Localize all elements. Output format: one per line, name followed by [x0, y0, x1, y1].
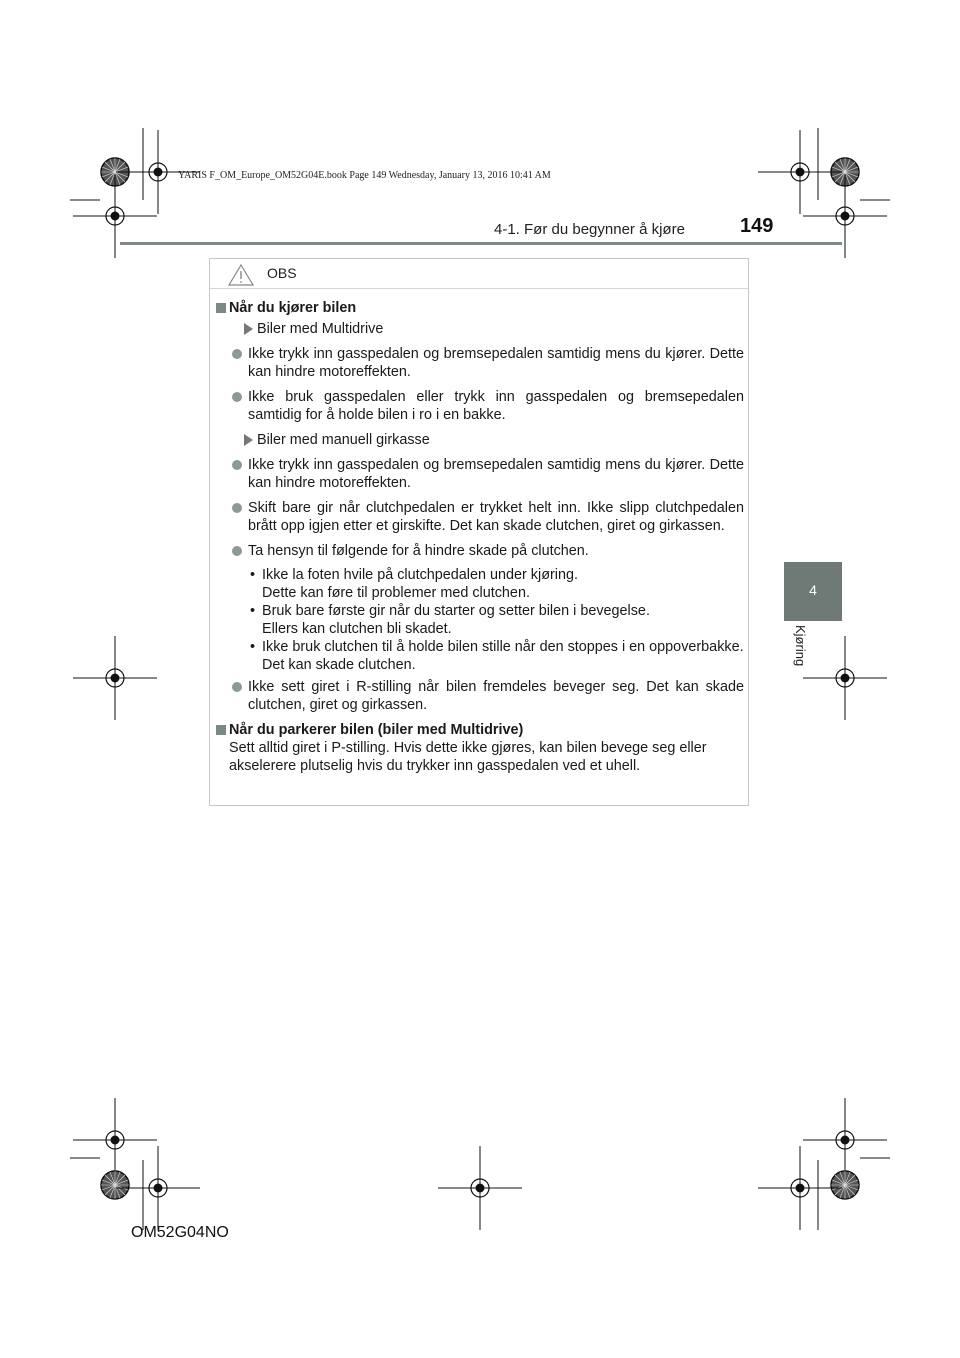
section-parking — [216, 721, 744, 739]
list-item-text: Ikke trykk inn gasspedalen og bremsepedalen samtidig mens du kjører. Dette kan hindre motoreffekten. — [248, 457, 744, 491]
caution-box — [209, 258, 749, 806]
paragraph: Sett alltid giret i P-stilling. Hvis dette ikke gjøres, kan bilen bevege seg eller akselerere plutselig hvis du trykker inn gasspedalen ved et uhell. — [229, 740, 707, 774]
list-item-text: Ta hensyn til følgende for å hindre skade på clutchen. — [248, 543, 589, 559]
round-bullet-icon — [232, 392, 242, 402]
round-bullet-icon — [232, 546, 242, 556]
subhead-manual — [216, 431, 744, 449]
sub-bullet-text: Ellers kan clutchen bli skadet. — [262, 621, 452, 637]
round-bullet-icon — [232, 349, 242, 359]
sub-bullet — [216, 638, 744, 674]
section-title: Når du kjører bilen — [229, 300, 357, 316]
square-bullet-icon — [216, 303, 226, 313]
list-item — [216, 542, 744, 560]
sub-bullet — [216, 602, 744, 638]
bullet-char: • — [250, 567, 256, 583]
bullet-char: • — [250, 603, 256, 619]
chapter-tab — [784, 562, 842, 621]
caution-header — [210, 259, 748, 289]
bullet-char: • — [250, 639, 256, 655]
sub-bullet — [216, 566, 744, 602]
list-item-text: Skift bare gir når clutchpedalen er trykket helt inn. Ikke slipp clutchpedalen brått opp igjen etter et girskifte. Det kan skade clutchen, giret og girkassen. — [248, 500, 744, 534]
subhead-text: Biler med Multidrive — [257, 321, 384, 337]
section-title: Når du parkerer bilen (biler med Multidrive) — [229, 722, 524, 738]
caution-content — [216, 299, 744, 782]
sub-bullet-text: Det kan skade clutchen. — [262, 657, 416, 673]
book-info-line: YARIS F_OM_Europe_OM52G04E.book Page 149 Wednesday, January 13, 2016 10:41 AM — [178, 170, 551, 181]
warning-triangle-icon — [228, 264, 254, 286]
subhead-text: Biler med manuell girkasse — [257, 432, 430, 448]
header-rule — [120, 242, 842, 245]
section-driving — [216, 299, 744, 317]
list-item — [216, 678, 744, 714]
caution-title: OBS — [267, 265, 297, 281]
list-item — [216, 456, 744, 492]
list-item — [216, 499, 744, 535]
document-code: OM52G04NO — [131, 1224, 229, 1241]
subhead-multidrive — [216, 320, 744, 338]
sub-bullet-text: Ikke bruk clutchen til å holde bilen stille når den stoppes i en oppoverbakke. — [262, 639, 744, 655]
chapter-number: 4 — [809, 582, 817, 598]
triangle-arrow-icon — [244, 434, 253, 446]
list-item-text: Ikke sett giret i R-stilling når bilen fremdeles beveger seg. Det kan skade clutchen, giret og girkassen. — [248, 679, 744, 713]
sub-bullet-text: Dette kan føre til problemer med clutchen. — [262, 585, 530, 601]
chapter-label: Kjøring — [793, 625, 808, 667]
round-bullet-icon — [232, 682, 242, 692]
round-bullet-icon — [232, 503, 242, 513]
list-item — [216, 388, 744, 424]
square-bullet-icon — [216, 725, 226, 735]
round-bullet-icon — [232, 460, 242, 470]
list-item-text: Ikke bruk gasspedalen eller trykk inn gasspedalen og bremsepedalen samtidig for å holde bilen i ro i en bakke. — [248, 389, 744, 423]
list-item-text: Ikke trykk inn gasspedalen og bremsepedalen samtidig mens du kjører. Dette kan hindre motoreffekten. — [248, 346, 744, 380]
triangle-arrow-icon — [244, 323, 253, 335]
page-number: 149 — [740, 215, 774, 237]
sub-bullet-text: Ikke la foten hvile på clutchpedalen under kjøring. — [262, 567, 578, 583]
section-heading: 4-1. Før du begynner å kjøre — [494, 221, 685, 238]
sub-bullet-text: Bruk bare første gir når du starter og setter bilen i bevegelse. — [262, 603, 650, 619]
list-item — [216, 345, 744, 381]
